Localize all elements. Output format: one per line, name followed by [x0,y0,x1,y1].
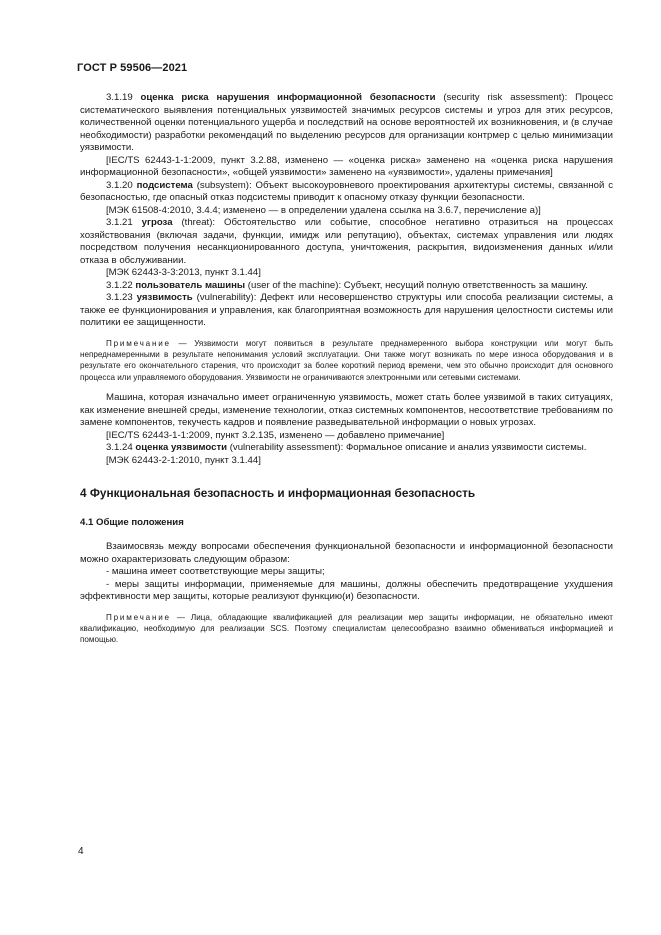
source-reference: [IEC/TS 62443-1-1:2009, пункт 3.2.135, изменено — добавлено примечание] [106,429,445,441]
term: пользователь машины [135,279,246,291]
source-reference: [МЭК 61508-4:2010, 3.4.4; изменено — в определении удалена ссылка на 3.6.7, перечисление а)] [106,204,541,216]
clause-number: 3.1.19 [106,92,141,103]
definition-3-1-20 [80,180,613,205]
paragraph: Машина, которая изначально имеет ограниченную уязвимость, может стать более уязвимой в таких ситуациях, как изменение внешней среды, изменение технологии, отказ системных компонентов, несоответствие требованиям по замене компонентов, текучесть кадров и появление разведывательной информации о новых угрозах. [80,392,613,429]
definition-text: (user of the machine): Субъект, несущий полную ответственность за машину. [245,279,588,291]
definition-text: (subsystem): Объект высокоуровневого проектирования архитектуры системы, связанной с безопасностью, где опасный отказ подсистемы приводит к опасному отказу функции безопасности. [80,179,613,203]
note-vulnerability [80,338,613,384]
list-item: - меры защиты информации, применяемые для машины, должны обеспечить предотвращение ухудшения эффективности мер защиты, которые реализуют функцию(и) безопасности. [80,578,613,603]
term: угроза [141,217,173,228]
definition-3-1-19 [80,92,613,155]
clause-number: 3.1.23 [106,292,137,303]
source-reference: [IEC/TS 62443-1-1:2009, пункт 3.2.88, изменено — «оценка риска» заменено на «оценка риска нарушения информационной безопасности», «общей уязвимости» заменено на «уязвимости», удалены примечания] [80,154,613,178]
source-reference: [МЭК 62443-3-3:2013, пункт 3.1.44] [106,267,261,278]
definition-3-1-21 [80,217,613,267]
source-reference: [МЭК 62443-2-1:2010, пункт 3.1.44] [106,454,261,466]
definition-text: (vulnerability): Дефект или несовершенство структуры или способа реализации системы, а также ее функционирования и управления, как благоприятная возможность для нарушения целостности системы или политики ее защищенности. [80,292,613,328]
page-content [80,92,613,655]
definition-text: (security risk assessment): Процесс систематического выявления потенциальных уязвимостей значимых ресурсов системы и угроз для этих ресурсов, количественной оценки потенциального ущерба и последствий на основе вероятностей их возникновения, и (в случае необходимости) разработки рекомендаций по выделению ресурсов для организации контрмер с целью минимизации уязвимости. [80,92,613,153]
section-4-title: 4 Функциональная безопасность и информационная безопасность [80,486,476,501]
definition-text: (threat): Обстоятельство или событие, способное негативно отразиться на процессах хозяйствования (включая задачи, функции, имидж или репутацию), объектах, системах управления или людях посредством получения несанкционированного доступа, уничтожения, раскрытия, видоизменения данных и/или отказа в обслуживании. [80,217,613,266]
definition-3-1-22 [80,280,613,293]
document-header: ГОСТ Р 59506—2021 [77,62,188,74]
note-label: Примечание [106,338,171,348]
definition-text: (vulnerability assessment): Формальное описание и анализ уязвимости системы. [227,442,587,454]
term: уязвимость [136,292,193,303]
list-item: - машина имеет соответствующие меры защиты; [106,566,325,578]
section-4-1-title: 4.1 Общие положения [80,517,184,529]
clause-number: 3.1.21 [106,217,142,228]
note-label: Примечание [106,612,171,622]
term: оценка уязвимости [135,442,228,454]
term: оценка риска нарушения информационной безопасности [140,92,436,103]
definition-3-1-23 [80,292,613,330]
paragraph: Взаимосвязь между вопросами обеспечения функциональной безопасности и информационной безопасности можно охарактеризовать следующим образом: [80,541,613,565]
page-number: 4 [78,846,84,857]
note-qualification [80,612,613,646]
definition-3-1-24 [80,442,613,455]
note-text: — Уязвимости могут появиться в результате преднамеренного выбора конструкции или могут быть непреднамеренными в результате непонимания условий эксплуатации. Они также могут возникать по мере износа оборудования и в результате его окончательного старения, что происходит за более короткий период времени, чем это обычно происходит для основного процесса или управляемого оборудования. Уязвимости не ограничиваются электронными или сетевыми системами. [80,338,613,382]
note-text: — Лица, обладающие квалификацией для реализации мер защиты информации, не обязательно имеют квалификацию, необходимую для реализации SCS. Поэтому специалистам целесообразно взаимно обмениваться информацией и помощью. [80,612,613,645]
clause-number: 3.1.24 [106,442,136,454]
term: подсистема [136,179,193,191]
clause-number: 3.1.22 [106,279,136,291]
clause-number: 3.1.20 [106,179,137,191]
